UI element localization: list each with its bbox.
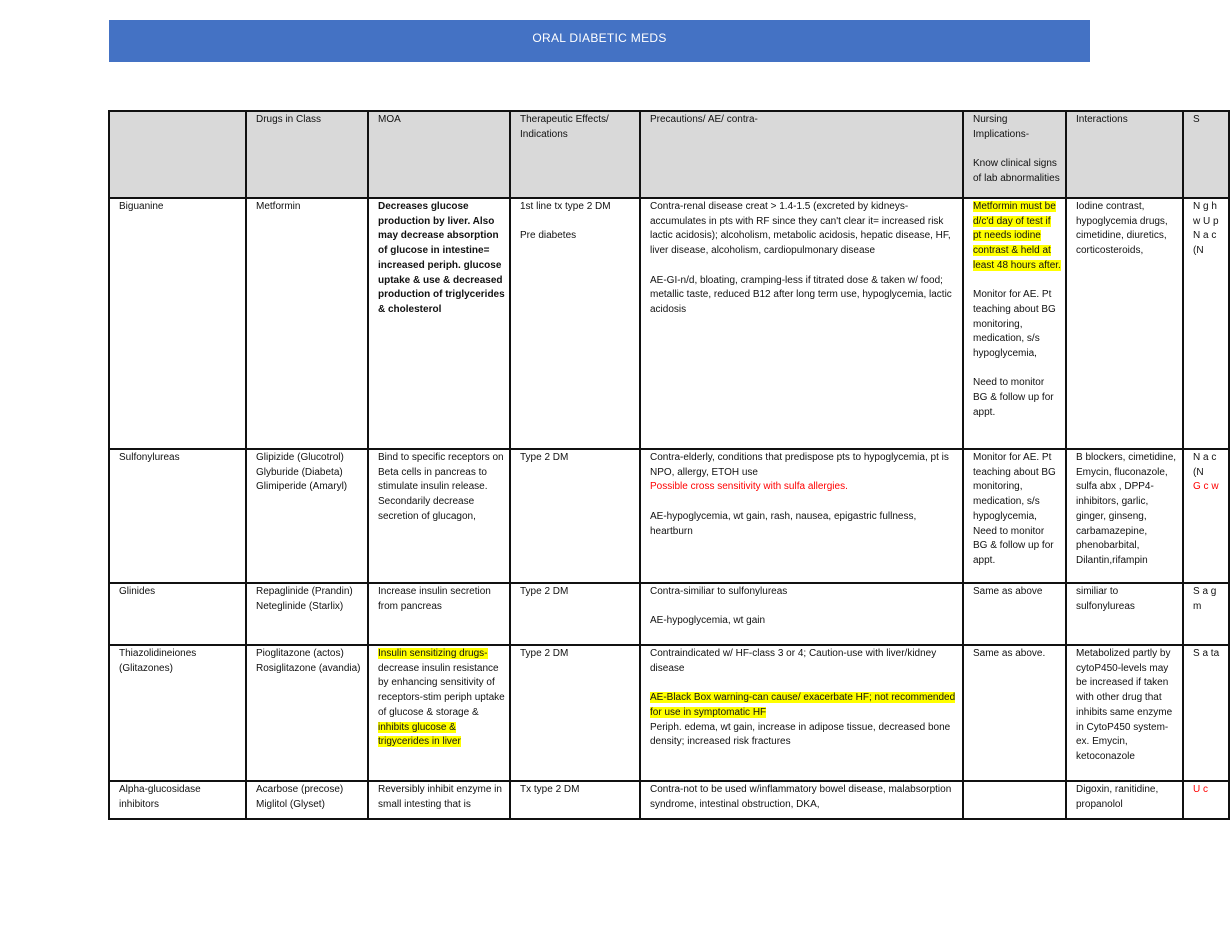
interactions-cell: B blockers, cimetidine, Emycin, fluconazole, sulfa abx , DPP4-inhibitors, garlic, ginger, ginseng, carbamazepine, phenobarbital, Dilantin,rifampin xyxy=(1066,449,1183,583)
precautions-text: Contra-renal disease creat > 1.4-1.5 (excreted by kidneys-accumulates in pts with RF since they can't clear it= increased risk lactic acidosis); alcoholism, metabolic acidosis, hepatic disease, HF, liver disease, alcoholism, cardiopulmonary disease xyxy=(650,201,951,257)
moa-cell: Bind to specific receptors on Beta cells in pancreas to stimulate insulin release. Secondarily decrease secretion of glucagon, xyxy=(368,449,510,583)
nursing-highlight: Metformin must be d/c'd day of test if pt needs iodine contrast & held at least 48 hours after. xyxy=(973,201,1061,271)
table-row xyxy=(109,781,1229,819)
drugs-cell: Glipizide (Glucotrol) Glyburide (Diabeta) Glimiperide (Amaryl) xyxy=(246,449,368,583)
header-cell: Precautions/ AE/ contra- xyxy=(640,111,963,198)
drugs-cell: Acarbose (precose) Miglitol (Glyset) xyxy=(246,781,368,819)
black-box-warning: AE-Black Box warning-can cause/ exacerbate HF; not recommended for use in symptomatic HF xyxy=(650,692,956,718)
adverse-effects-text: Periph. edema, wt gain, increase in adipose tissue, decreased bone density; increased risk fractures xyxy=(650,721,951,748)
effects-text: Pre diabetes xyxy=(520,230,577,242)
effects-cell: Tx type 2 DM xyxy=(510,781,640,819)
s-cell: N g h w U p N a c (N xyxy=(1183,198,1229,449)
header-cell: MOA xyxy=(368,111,510,198)
table-row xyxy=(109,645,1229,781)
precautions-cell xyxy=(640,198,963,449)
nursing-text: Need to monitor BG & follow up for appt. xyxy=(973,377,1054,418)
sulfa-warning: Possible cross sensitivity with sulfa allergies. xyxy=(650,481,848,493)
class-cell: Sulfonylureas xyxy=(109,449,246,583)
drugs-cell: Metformin xyxy=(246,198,368,449)
nursing-cell xyxy=(963,198,1066,449)
moa-cell: Reversibly inhibit enzyme in small intesting that is xyxy=(368,781,510,819)
class-cell: Glinides xyxy=(109,583,246,645)
s-cell: U c xyxy=(1183,781,1229,819)
nursing-cell xyxy=(963,781,1066,819)
adverse-effects-text: AE-hypoglycemia, wt gain xyxy=(650,615,766,627)
page-title: ORAL DIABETIC MEDS xyxy=(532,31,667,45)
s-red-text: G c w xyxy=(1193,481,1219,493)
nursing-cell: Monitor for AE. Pt teaching about BG monitoring, medication, s/s hypoglycemia, Need to monitor BG & follow up for appt. xyxy=(963,449,1066,583)
s-text: N a c (N xyxy=(1193,452,1217,478)
interactions-cell: similiar to sulfonylureas xyxy=(1066,583,1183,645)
precautions-cell xyxy=(640,583,963,645)
nursing-text: Monitor for AE. Pt teaching about BG monitoring, medication, s/s hypoglycemia, xyxy=(973,289,1056,360)
adverse-effects-text: AE-hypoglycemia, wt gain, rash, nausea, epigastric fullness, heartburn xyxy=(650,510,917,537)
drug-table xyxy=(108,110,1230,820)
moa-highlight: inhibits glucose & trigycerides in liver xyxy=(378,721,461,748)
header-cell: S xyxy=(1183,111,1229,198)
nursing-cell: Same as above xyxy=(963,583,1066,645)
s-cell xyxy=(1183,449,1229,583)
title-banner xyxy=(109,20,1090,62)
drugs-cell: Pioglitazone (actos) Rosiglitazone (avandia) xyxy=(246,645,368,781)
moa-text: decrease insulin resistance by enhancing sensitivity of receptors-stim periph uptake of glucose & storage & xyxy=(378,662,505,718)
header-row xyxy=(109,111,1229,198)
drug-table-container xyxy=(108,110,1220,820)
precautions-cell: Contra-not to be used w/inflammatory bowel disease, malabsorption syndrome, intestinal obstruction, DKA, xyxy=(640,781,963,819)
header-cell: Drugs in Class xyxy=(246,111,368,198)
header-cell: Therapeutic Effects/ Indications xyxy=(510,111,640,198)
interactions-cell: Metabolized partly by cytoP450-levels may be increased if taken with other drug that inhibits same enzyme in CytoP450 system-ex. Emycin, ketoconazole xyxy=(1066,645,1183,781)
precautions-text: Contra-elderly, conditions that predispose pts to hypoglycemia, pt is NPO, allergy, ETOH use xyxy=(650,452,949,478)
moa-cell: Increase insulin secretion from pancreas xyxy=(368,583,510,645)
class-cell: Biguanine xyxy=(109,198,246,449)
effects-cell xyxy=(510,198,640,449)
table-row xyxy=(109,583,1229,645)
precautions-cell xyxy=(640,449,963,583)
effects-cell: Type 2 DM xyxy=(510,583,640,645)
table-row xyxy=(109,198,1229,449)
class-cell: Alpha-glucosidase inhibitors xyxy=(109,781,246,819)
moa-cell xyxy=(368,645,510,781)
interactions-cell: Digoxin, ranitidine, propanolol xyxy=(1066,781,1183,819)
moa-cell: Decreases glucose production by liver. Also may decrease absorption of glucose in intestine= increased periph. glucose uptake & use & decreased production of triglycerides & cholesterol xyxy=(368,198,510,449)
precautions-text: Contraindicated w/ HF-class 3 or 4; Caution-use with liver/kidney disease xyxy=(650,648,937,674)
drugs-cell: Repaglinide (Prandin) Neteglinide (Starlix) xyxy=(246,583,368,645)
class-cell: Thiazolidineiones (Glitazones) xyxy=(109,645,246,781)
effects-cell: Type 2 DM xyxy=(510,645,640,781)
s-cell: S a ta xyxy=(1183,645,1229,781)
header-nursing-note: Know clinical signs of lab abnormalities xyxy=(973,158,1060,184)
effects-text: 1st line tx type 2 DM xyxy=(520,201,611,212)
s-cell: S a g m xyxy=(1183,583,1229,645)
adverse-effects-text: AE-GI-n/d, bloating, cramping-less if titrated dose & taken w/ food; metallic taste, reduced B12 after long term use, hypoglycemia, lactic acidosis xyxy=(650,274,952,315)
header-nursing: Nursing Implications- xyxy=(973,114,1030,140)
moa-highlight: Insulin sensitizing drugs- xyxy=(378,648,488,659)
nursing-cell: Same as above. xyxy=(963,645,1066,781)
header-cell xyxy=(109,111,246,198)
precautions-cell xyxy=(640,645,963,781)
header-cell: Interactions xyxy=(1066,111,1183,198)
precautions-text: Contra-similiar to sulfonylureas xyxy=(650,586,788,597)
interactions-cell: Iodine contrast, hypoglycemia drugs, cimetidine, diuretics, corticosteroids, xyxy=(1066,198,1183,449)
header-cell xyxy=(963,111,1066,198)
table-row xyxy=(109,449,1229,583)
effects-cell: Type 2 DM xyxy=(510,449,640,583)
